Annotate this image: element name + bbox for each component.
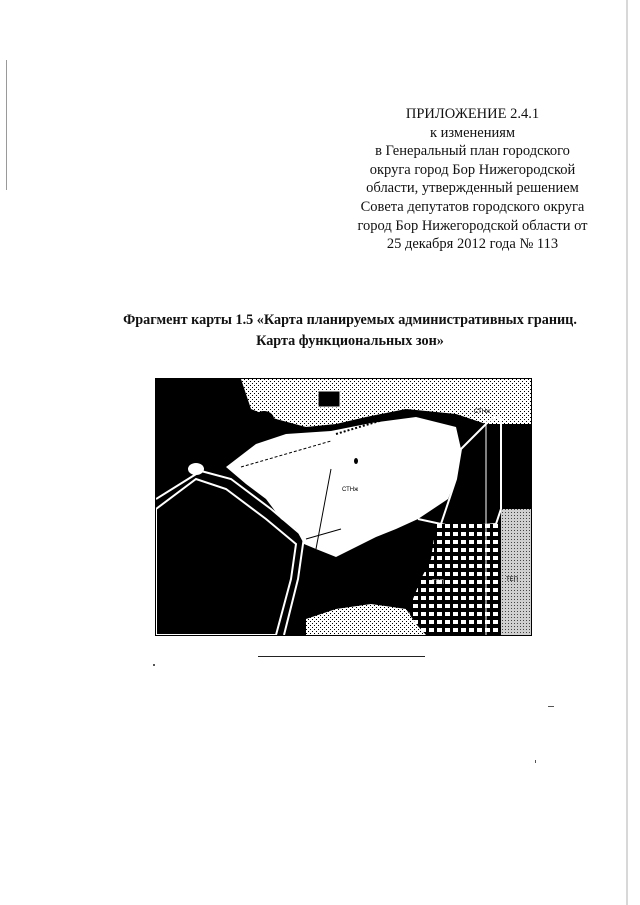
map-heading-line-2: Карта функциональных зон» xyxy=(256,333,444,349)
appendix-line: к изменениям xyxy=(429,124,516,141)
appendix-line: округа город Бор Нижегородской xyxy=(369,161,576,178)
appendix-header xyxy=(330,105,615,254)
map-fragment xyxy=(155,378,532,636)
map-label: СТНж xyxy=(474,409,491,415)
appendix-line: в Генеральный план городского xyxy=(375,143,570,160)
scan-speck xyxy=(153,664,155,666)
scan-edge-left xyxy=(6,60,7,190)
map-heading xyxy=(60,310,640,352)
map-label: СТНж xyxy=(342,487,359,493)
appendix-line: город Бор Нижегородской области от xyxy=(357,217,588,234)
map-image xyxy=(156,379,531,635)
scan-speck xyxy=(548,706,554,707)
appendix-line: области, утвержденный решением xyxy=(366,180,579,197)
map-feature-box xyxy=(318,391,340,407)
scan-edge-right xyxy=(626,0,628,905)
appendix-line: Совета депутатов городского округа xyxy=(360,198,585,215)
map-label: ТЕП xyxy=(432,580,444,586)
map-label: ТЕП xyxy=(506,577,518,583)
map-marker xyxy=(354,458,358,464)
appendix-title: ПРИЛОЖЕНИЕ 2.4.1 xyxy=(405,106,540,122)
map-marker xyxy=(188,463,204,475)
scan-speck xyxy=(535,760,536,763)
closing-rule xyxy=(258,656,425,657)
appendix-line: 25 декабря 2012 года № 113 xyxy=(386,236,559,253)
map-water-body xyxy=(254,411,274,427)
map-area-east xyxy=(501,509,531,635)
map-heading-line-1: Фрагмент карты 1.5 «Карта планируемых административных границ. xyxy=(123,312,577,328)
